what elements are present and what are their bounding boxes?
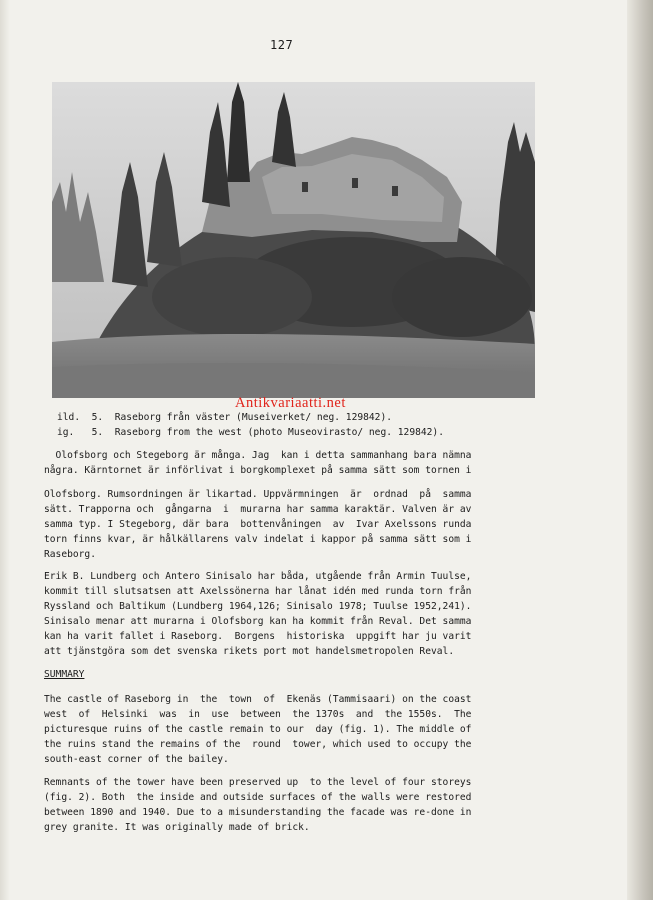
page-edge-left xyxy=(0,0,10,900)
paragraph-3-line: kommit till slutsatsen att Axelssönerna har lånat idén med runda torn från xyxy=(44,586,472,597)
castle-photograph xyxy=(52,82,535,398)
paragraph-3-line: Ryssland och Baltikum (Lundberg 1964,126; Sinisalo 1978; Tuulse 1952,241). xyxy=(44,601,472,612)
paragraph-2-line: Raseborg. xyxy=(44,549,96,560)
page-number: 127 xyxy=(270,38,294,52)
paragraph-2-line: samma typ. I Stegeborg, där bara bottenvåningen av Ivar Axelssons runda xyxy=(44,519,472,530)
summary-1-line: south-east corner of the bailey. xyxy=(44,754,229,765)
paragraph-2-line: sätt. Trapporna och gångarna i murarna har samma karaktär. Valven är av xyxy=(44,504,472,515)
caption-english: ig. 5. Raseborg from the west (photo Museovirasto/ neg. 129842). xyxy=(57,427,444,438)
paragraph-2-line: Olofsborg. Rumsordningen är likartad. Uppvärmningen är ordnad på samma xyxy=(44,489,472,500)
summary-2-line: (fig. 2). Both the inside and outside surfaces of the walls were restored xyxy=(44,792,472,803)
paragraph-3-line: Erik B. Lundberg och Antero Sinisalo har båda, utgående från Armin Tuulse, xyxy=(44,571,472,582)
summary-1-line: The castle of Raseborg in the town of Ekenäs (Tammisaari) on the coast xyxy=(44,694,472,705)
paragraph-3-line: Sinisalo menar att murarna i Olofsborg kan ha kommit från Reval. Det samma xyxy=(44,616,472,627)
summary-1-line: west of Helsinki was in use between the 1370s and the 1550s. The xyxy=(44,709,472,720)
summary-2-line: Remnants of the tower have been preserved up to the level of four storeys xyxy=(44,777,472,788)
summary-2-line: grey granite. It was originally made of brick. xyxy=(44,822,310,833)
paragraph-3-line: att tjänstgöra som det svenska rikets port mot handelsmetropolen Reval. xyxy=(44,646,455,657)
paragraph-1-line: Olofsborg och Stegeborg är många. Jag kan i detta sammanhang bara nämna xyxy=(44,450,472,461)
page-edge-right xyxy=(627,0,653,900)
watermark-text: Antikvariaatti.net xyxy=(235,395,346,411)
caption-swedish: ild. 5. Raseborg från väster (Museiverket/ neg. 129842). xyxy=(57,412,393,423)
paragraph-3-line: kan ha varit fallet i Raseborg. Borgens historiska uppgift har ju varit xyxy=(44,631,472,642)
paragraph-2-line: torn finns kvar, är hålkällarens valv indelat i kappor på samma sätt som i xyxy=(44,534,472,545)
paragraph-1-line: några. Kärntornet är införlivat i borgkomplexet på samma sätt som tornen i xyxy=(44,465,472,476)
summary-2-line: between 1890 and 1940. Due to a misunderstanding the facade was re-done in xyxy=(44,807,472,818)
summary-1-line: the ruins stand the remains of the round tower, which used to occupy the xyxy=(44,739,472,750)
summary-heading: SUMMARY xyxy=(44,669,85,680)
summary-1-line: picturesque ruins of the castle remain to our day (fig. 1). The middle of xyxy=(44,724,472,735)
